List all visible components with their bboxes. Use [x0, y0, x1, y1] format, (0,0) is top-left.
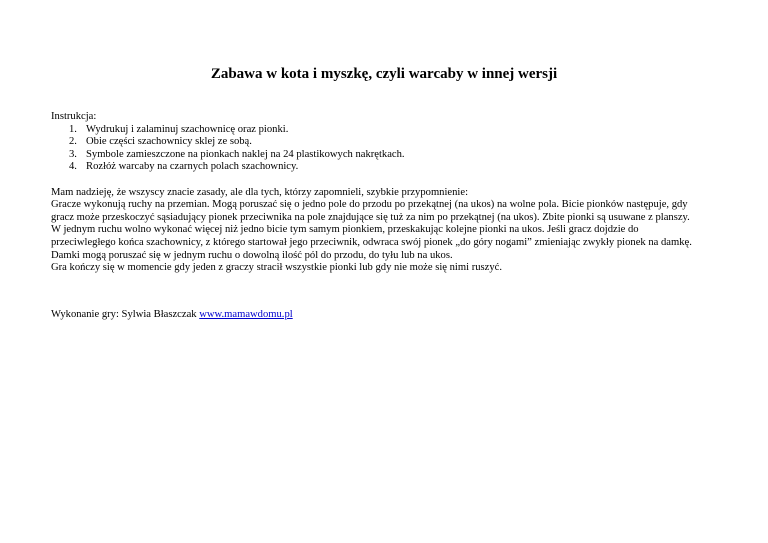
rules-line: Mam nadzieję, że wszyscy znacie zasady, ale dla tych, którzy zapomnieli, szybkie przypomnienie:	[51, 186, 469, 198]
list-item-text: Rozłóż warcaby na czarnych polach szachownicy.	[86, 161, 299, 173]
rules-line: Gracze wykonują ruchy na przemian. Mogą poruszać się o jedno pole do przodu po przekątnej (na ukos) na wolne pola. Bicie pionków następuje, gdy	[51, 199, 688, 211]
list-item-number: 1.	[69, 123, 77, 135]
list-item	[51, 161, 731, 174]
list-item-number: 2.	[69, 136, 77, 148]
list-item-number: 4.	[69, 161, 77, 173]
rules-line: W jednym ruchu wolno wykonać więcej niż jedno bicie tym samym pionkiem, przeskakując kolejne pionki na ukos. Jeśli gracz dojdzie do	[51, 224, 639, 236]
list-item-number: 3.	[69, 148, 77, 160]
document-body	[51, 111, 731, 275]
rules-paragraph	[51, 187, 731, 275]
credits-label: Wykonanie gry: Sylwia Błaszczak	[51, 309, 197, 320]
instructions-heading: Instrukcja:	[51, 111, 97, 122]
list-item	[51, 136, 731, 149]
rules-line: Gra kończy się w momencie gdy jeden z graczy stracił wszystkie pionki lub gdy nie może się nimi ruszyć.	[51, 262, 502, 274]
list-item	[51, 149, 731, 162]
website-link[interactable]: www.mamawdomu.pl	[199, 309, 293, 320]
list-item	[51, 124, 731, 137]
rules-line: Damki mogą poruszać się w jednym ruchu o dowolną ilość pól do przodu, do tyłu lub na ukos.	[51, 249, 453, 261]
document-title: Zabawa w kota i myszkę, czyli warcaby w innej wersji	[210, 66, 558, 82]
instructions-list	[51, 124, 731, 174]
rules-line: gracz może przeskoczyć sąsiadujący pionek przeciwnika na pole znajdujące się tuż za nim po przekątnej (na ukos). Zbite pionki są usuwane z planszy.	[51, 211, 690, 223]
credits-line	[51, 309, 293, 322]
list-item-text: Symbole zamieszczone na pionkach naklej na 24 plastikowych nakrętkach.	[86, 148, 405, 160]
rules-line: przeciwległego końca szachownicy, z którego startował jego przeciwnik, odwraca swój pionek „do góry nogami” zmieniając zwykły pionek na damkę.	[51, 236, 692, 248]
list-item-text: Obie części szachownicy sklej ze sobą.	[86, 136, 252, 148]
list-item-text: Wydrukuj i zalaminuj szachownicę oraz pionki.	[86, 123, 289, 135]
